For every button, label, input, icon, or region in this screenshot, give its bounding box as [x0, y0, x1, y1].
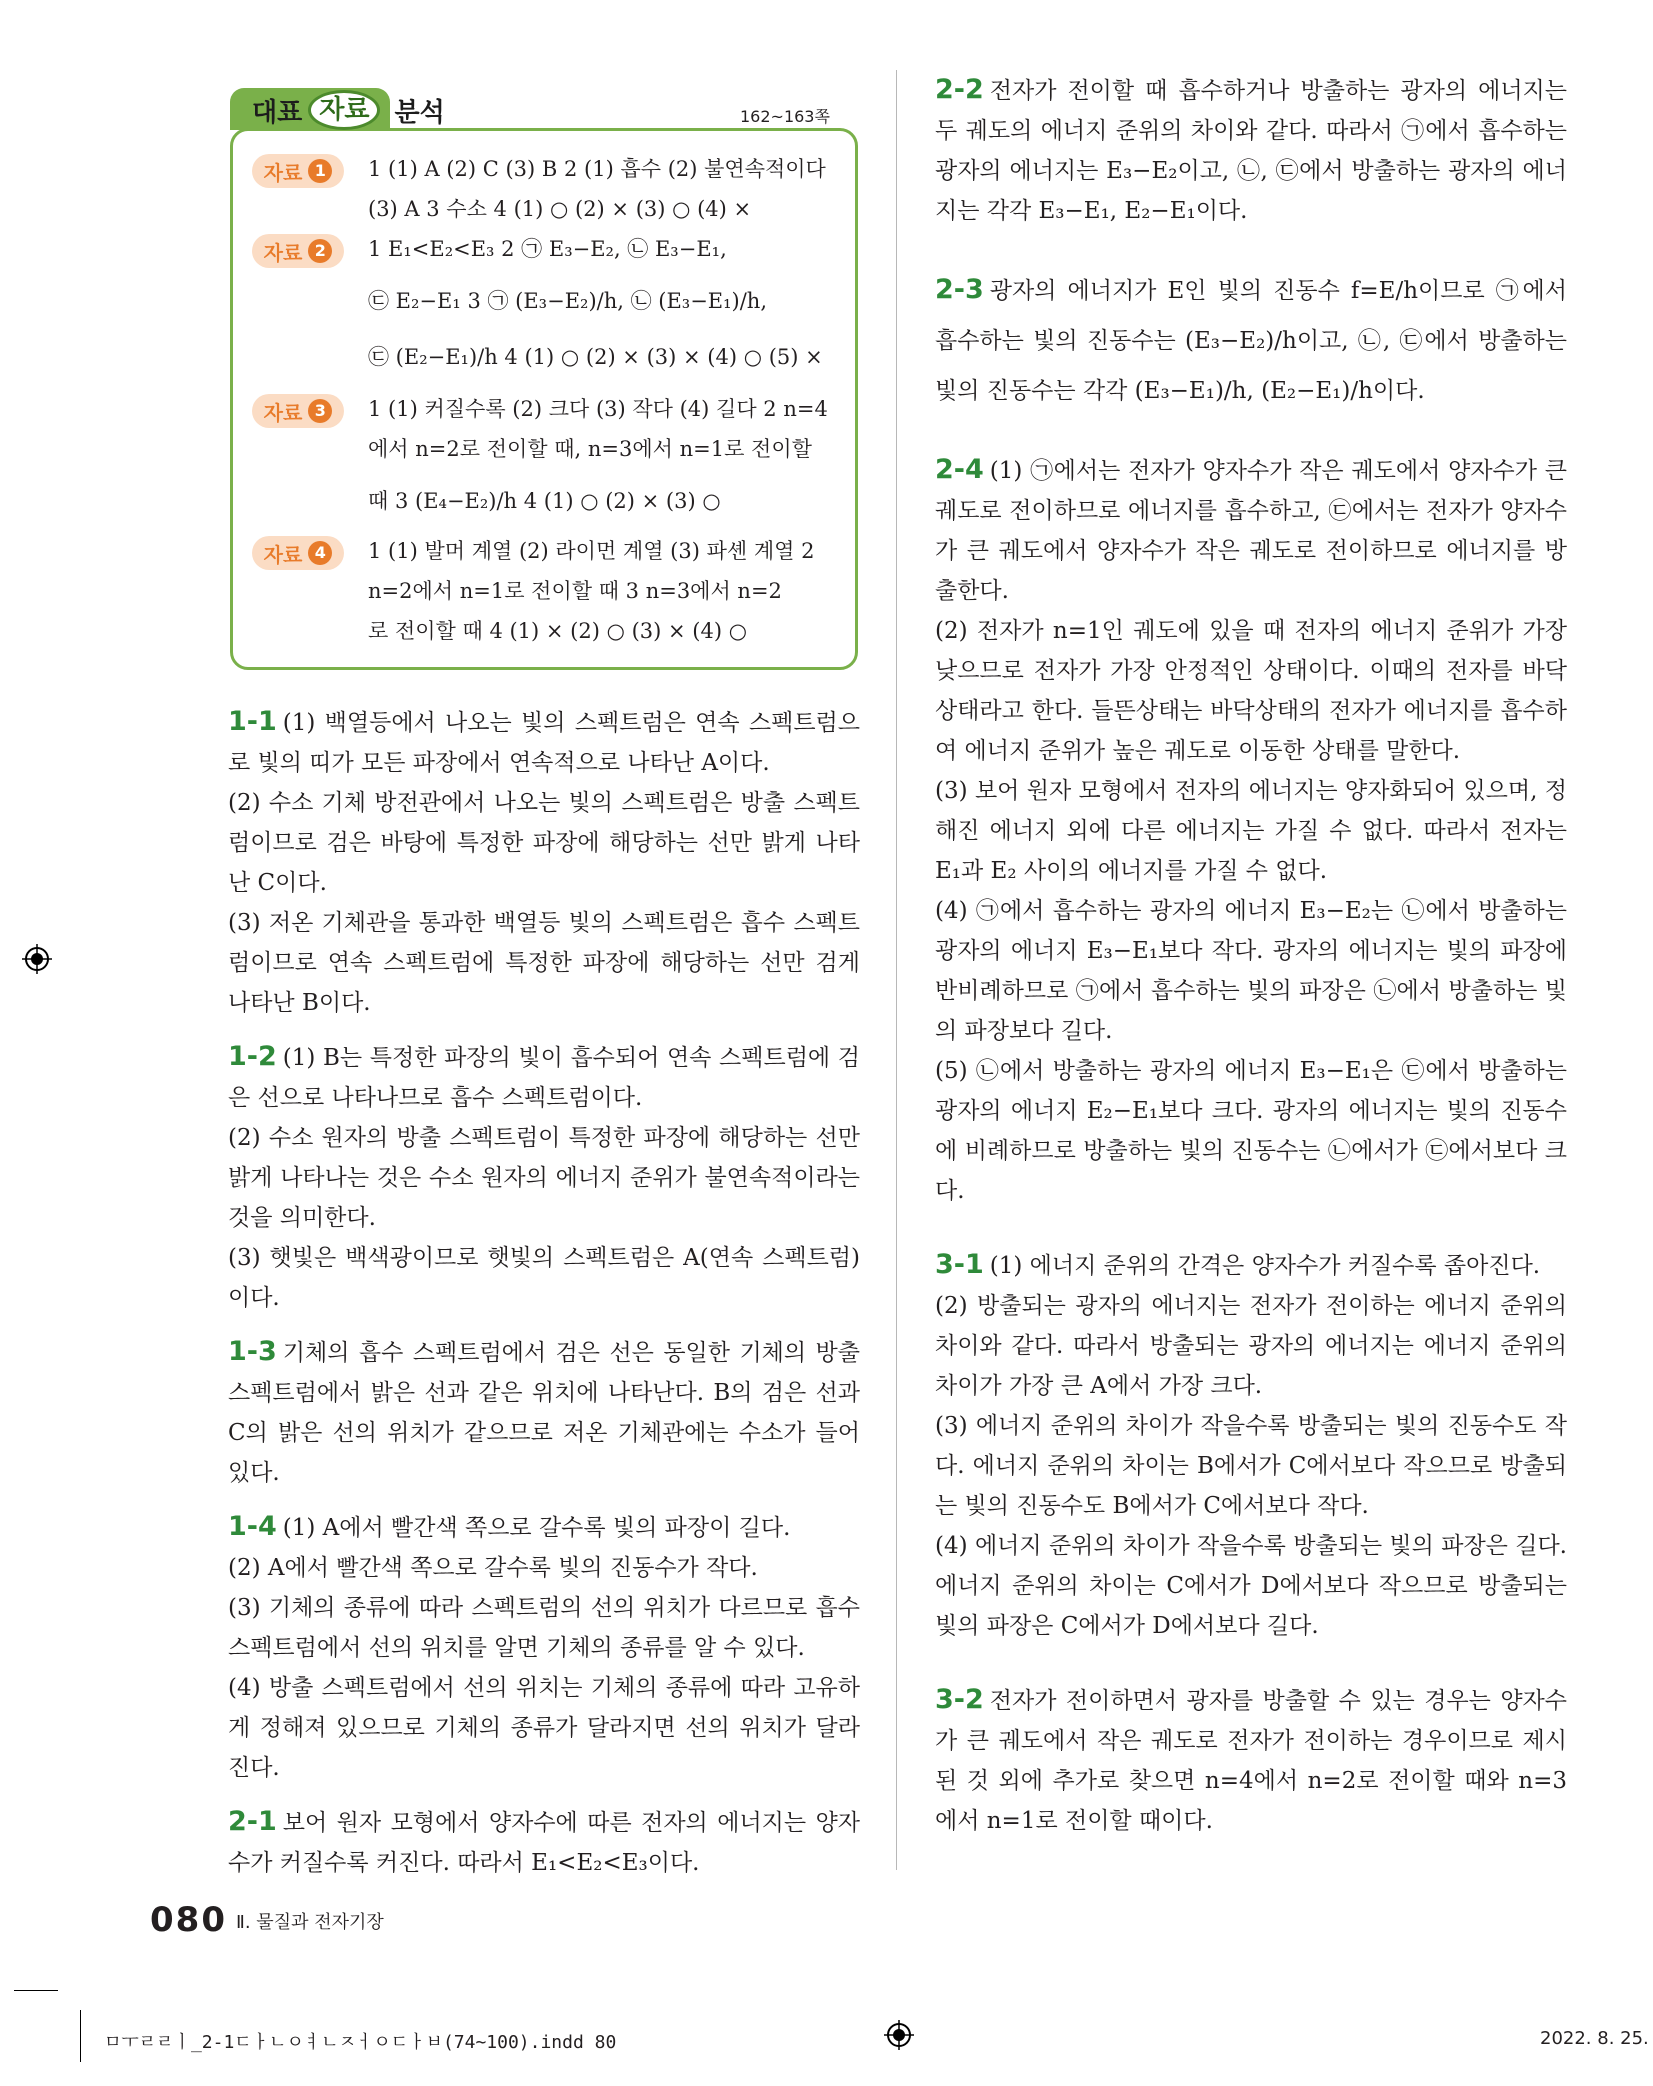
summary-title — [252, 92, 445, 128]
explanation-paragraph: (2) 수소 원자의 방출 스펙트럼이 특정한 파장에 해당하는 선만 밝게 나타나는 것은 수소 원자의 에너지 준위가 불연속적이라는 것을 의미한다. — [228, 1125, 860, 1231]
explanation-paragraph: 1-3 기체의 흡수 스펙트럼에서 검은 선은 동일한 기체의 방출 스펙트럼에서 밝은 선과 같은 위치에 나타난다. B의 검은 선과 C의 밝은 선의 위치가 같으므로 저온 기체관에는 수소가 들어 있다. — [228, 1336, 860, 1486]
explanation-paragraph: (2) 방출되는 광자의 에너지는 전자가 전이하는 에너지 준위의 차이와 같다. 따라서 방출되는 광자의 에너지는 에너지 준위의 차이가 가장 큰 A에서 가장 크다. — [935, 1293, 1567, 1399]
question-number: 2-4 — [935, 454, 984, 485]
summary-title-part: 분석 — [394, 97, 445, 128]
explanation-paragraph: (2) 전자가 n=1인 궤도에 있을 때 전자의 에너지 준위가 가장 낮으므로 전자가 가장 안정적인 상태이다. 이때의 전자를 바닥상태라고 한다. 들뜬상태는 바닥상태의 전자가 에너지를 흡수하여 에너지 준위가 높은 궤도로 이동한 상태를 말한다. — [935, 618, 1567, 764]
summary-answer-line: n=2에서 n=1로 전이할 때 3 n=3에서 n=2 — [368, 579, 782, 603]
explanation-paragraph: (4) 에너지 준위의 차이가 작을수록 방출되는 빛의 파장은 길다. 에너지 준위의 차이는 C에서가 D에서보다 작으므로 방출되는 빛의 파장은 C에서가 D에서보다 길다. — [935, 1533, 1567, 1639]
summary-answer-line: 1 E₁<E₂<E₃ 2 ㉠ E₃−E₂, ㉡ E₃−E₁, — [368, 237, 727, 261]
explanation-paragraph: (3) 기체의 종류에 따라 스펙트럼의 선의 위치가 다르므로 흡수 스펙트럼에서 선의 위치를 알면 기체의 종류를 알 수 있다. — [228, 1595, 860, 1661]
column-divider — [896, 70, 897, 1870]
question-number: 1-4 — [228, 1511, 277, 1542]
summary-answer-line: 때 3 (E₄−E₂)/h 4 (1) ○ (2) × (3) ○ — [368, 489, 721, 513]
data-tag-number: 3 — [308, 399, 332, 423]
data-tag-2 — [252, 234, 344, 268]
data-tag-number: 4 — [308, 541, 332, 565]
question-number: 1-3 — [228, 1336, 277, 1367]
explanation-paragraph: 3-2 전자가 전이하면서 광자를 방출할 수 있는 경우는 양자수가 큰 궤도에서 작은 궤도로 전자가 전이하는 경우이므로 제시된 것 외에 추가로 찾으면 n=4에서 n=2로 전이할 때와 n=3에서 n=1로 전이할 때이다. — [935, 1684, 1567, 1834]
data-tag-number: 2 — [308, 239, 332, 263]
summary-answer-line: (3) A 3 수소 4 (1) ○ (2) × (3) ○ (4) × — [368, 197, 752, 221]
question-number: 3-1 — [935, 1249, 984, 1280]
print-file-name: ㅁㅜㄹㄹㅣ_2-1ㄷㅏㄴㅇㅕㄴㅈㅓㅇㄷㅏㅂ(74~100).indd 80 — [104, 2032, 617, 2053]
data-tag-label: 자료 — [263, 400, 303, 425]
question-number: 1-2 — [228, 1041, 277, 1072]
summary-answer-line: 1 (1) 커질수록 (2) 크다 (3) 작다 (4) 길다 2 n=4 — [368, 397, 828, 421]
explanation-paragraph: (4) 방출 스펙트럼에서 선의 위치는 기체의 종류에 따라 고유하게 정해져 있으므로 기체의 종류가 달라지면 선의 위치가 달라진다. — [228, 1675, 860, 1781]
print-date: 2022. 8. 25. — [1540, 2028, 1649, 2049]
question-number: 2-3 — [935, 274, 984, 305]
explanation-paragraph: 1-2 (1) B는 특정한 파장의 빛이 흡수되어 연속 스펙트럼에 검은 선으로 나타나므로 흡수 스펙트럼이다. — [228, 1041, 860, 1111]
question-number: 2-2 — [935, 74, 984, 105]
left-column — [228, 702, 860, 1883]
summary-answer-line: ㉢ E₂−E₁ 3 ㉠ (E₃−E₂)/h, ㉡ (E₃−E₁)/h, — [368, 289, 768, 313]
explanation-paragraph: (3) 에너지 준위의 차이가 작을수록 방출되는 빛의 진동수도 작다. 에너지 준위의 차이는 B에서가 C에서보다 작으므로 방출되는 빛의 진동수도 B에서가 C에서보다 작다. — [935, 1413, 1567, 1519]
data-tag-3 — [252, 394, 344, 428]
summary-page-range: 162~163쪽 — [740, 107, 830, 126]
explanation-paragraph: 1-1 (1) 백열등에서 나오는 빛의 스펙트럼은 연속 스펙트럼으로 빛의 띠가 모든 파장에서 연속적으로 나타난 A이다. — [228, 706, 860, 776]
question-number: 1-1 — [228, 706, 277, 737]
summary-answer-line: ㉢ (E₂−E₁)/h 4 (1) ○ (2) × (3) × (4) ○ (5) × — [368, 345, 823, 369]
data-tag-4 — [252, 536, 344, 570]
data-tag-label: 자료 — [263, 240, 303, 265]
explanation-paragraph: 1-4 (1) A에서 빨간색 쪽으로 갈수록 빛의 파장이 길다. — [228, 1511, 791, 1542]
explanation-paragraph: 2-4 (1) ㉠에서는 전자가 양자수가 작은 궤도에서 양자수가 큰 궤도로 전이하므로 에너지를 흡수하고, ㉢에서는 전자가 양자수가 큰 궤도에서 양자수가 작은 궤도로 전이하므로 에너지를 방출한다. — [935, 454, 1567, 604]
question-number: 3-2 — [935, 1684, 984, 1715]
registration-mark-icon — [884, 2020, 914, 2050]
summary-answer-line: 로 전이할 때 4 (1) × (2) ○ (3) × (4) ○ — [368, 619, 748, 643]
page-number: 080 — [150, 1900, 227, 1940]
summary-answer-line: 1 (1) 발머 계열 (2) 라이먼 계열 (3) 파셴 계열 2 — [368, 539, 815, 563]
explanation-paragraph: 3-1 (1) 에너지 준위의 간격은 양자수가 커질수록 좁아진다. — [935, 1249, 1541, 1280]
registration-mark-icon — [22, 944, 52, 974]
explanation-paragraph: (4) ㉠에서 흡수하는 광자의 에너지 E₃−E₂는 ㉡에서 방출하는 광자의 에너지 E₃−E₁보다 작다. 광자의 에너지는 빛의 파장에 반비례하므로 ㉠에서 흡수하는 빛의 파장은 ㉡에서 방출하는 빛의 파장보다 길다. — [935, 898, 1567, 1044]
data-tag-number: 1 — [308, 159, 332, 183]
crop-mark — [14, 1990, 58, 1991]
summary-answer-line: 에서 n=2로 전이할 때, n=3에서 n=1로 전이할 — [368, 437, 812, 461]
crop-mark — [80, 2010, 81, 2062]
summary-title-highlight: 자료 — [308, 90, 380, 130]
explanation-paragraph: 2-2 전자가 전이할 때 흡수하거나 방출하는 광자의 에너지는 두 궤도의 에너지 준위의 차이와 같다. 따라서 ㉠에서 흡수하는 광자의 에너지는 E₃−E₂이고, ㉡, ㉢에서 방출하는 광자의 에너지는 각각 E₃−E₁, E₂−E₁이다. — [935, 74, 1567, 224]
data-tag-label: 자료 — [263, 160, 303, 185]
question-number: 2-1 — [228, 1806, 277, 1837]
explanation-paragraph: (3) 보어 원자 모형에서 전자의 에너지는 양자화되어 있으며, 정해진 에너지 외에 다른 에너지는 가질 수 없다. 따라서 전자는 E₁과 E₂ 사이의 에너지를 가질 수 없다. — [935, 778, 1567, 884]
explanation-paragraph: (3) 저온 기체관을 통과한 백열등 빛의 스펙트럼은 흡수 스펙트럼이므로 연속 스펙트럼에 특정한 파장에 해당하는 선만 검게 나타난 B이다. — [228, 910, 860, 1016]
explanation-paragraph: (5) ㉡에서 방출하는 광자의 에너지 E₃−E₁은 ㉢에서 방출하는 광자의 에너지 E₂−E₁보다 크다. 광자의 에너지는 빛의 진동수에 비례하므로 방출하는 빛의 진동수는 ㉡에서가 ㉢에서보다 크다. — [935, 1058, 1567, 1204]
chapter-label: Ⅱ. 물질과 전자기장 — [236, 1912, 384, 1933]
data-tag-1 — [252, 154, 344, 188]
summary-title-part: 대표 — [252, 97, 303, 128]
data-tag-label: 자료 — [263, 542, 303, 567]
summary-answer-line: 1 (1) A (2) C (3) B 2 (1) 흡수 (2) 불연속적이다 — [368, 157, 826, 181]
explanation-paragraph: 2-3 광자의 에너지가 E인 빛의 진동수 f=E/h이므로 ㉠에서 흡수하는 빛의 진동수는 (E₃−E₂)/h이고, ㉡, ㉢에서 방출하는 빛의 진동수는 각각 (E₃−E₁)/h, (E₂−E₁)/h이다. — [935, 274, 1567, 404]
explanation-paragraph: (2) 수소 기체 방전관에서 나오는 빛의 스펙트럼은 방출 스펙트럼이므로 검은 바탕에 특정한 파장에 해당하는 선만 밝게 나타난 C이다. — [228, 790, 860, 896]
explanation-paragraph: (3) 햇빛은 백색광이므로 햇빛의 스펙트럼은 A(연속 스펙트럼)이다. — [228, 1245, 860, 1311]
right-column — [935, 70, 1567, 1841]
explanation-paragraph: 2-1 보어 원자 모형에서 양자수에 따른 전자의 에너지는 양자수가 커질수록 커진다. 따라서 E₁<E₂<E₃이다. — [228, 1806, 860, 1876]
explanation-paragraph: (2) A에서 빨간색 쪽으로 갈수록 빛의 진동수가 작다. — [228, 1555, 758, 1581]
